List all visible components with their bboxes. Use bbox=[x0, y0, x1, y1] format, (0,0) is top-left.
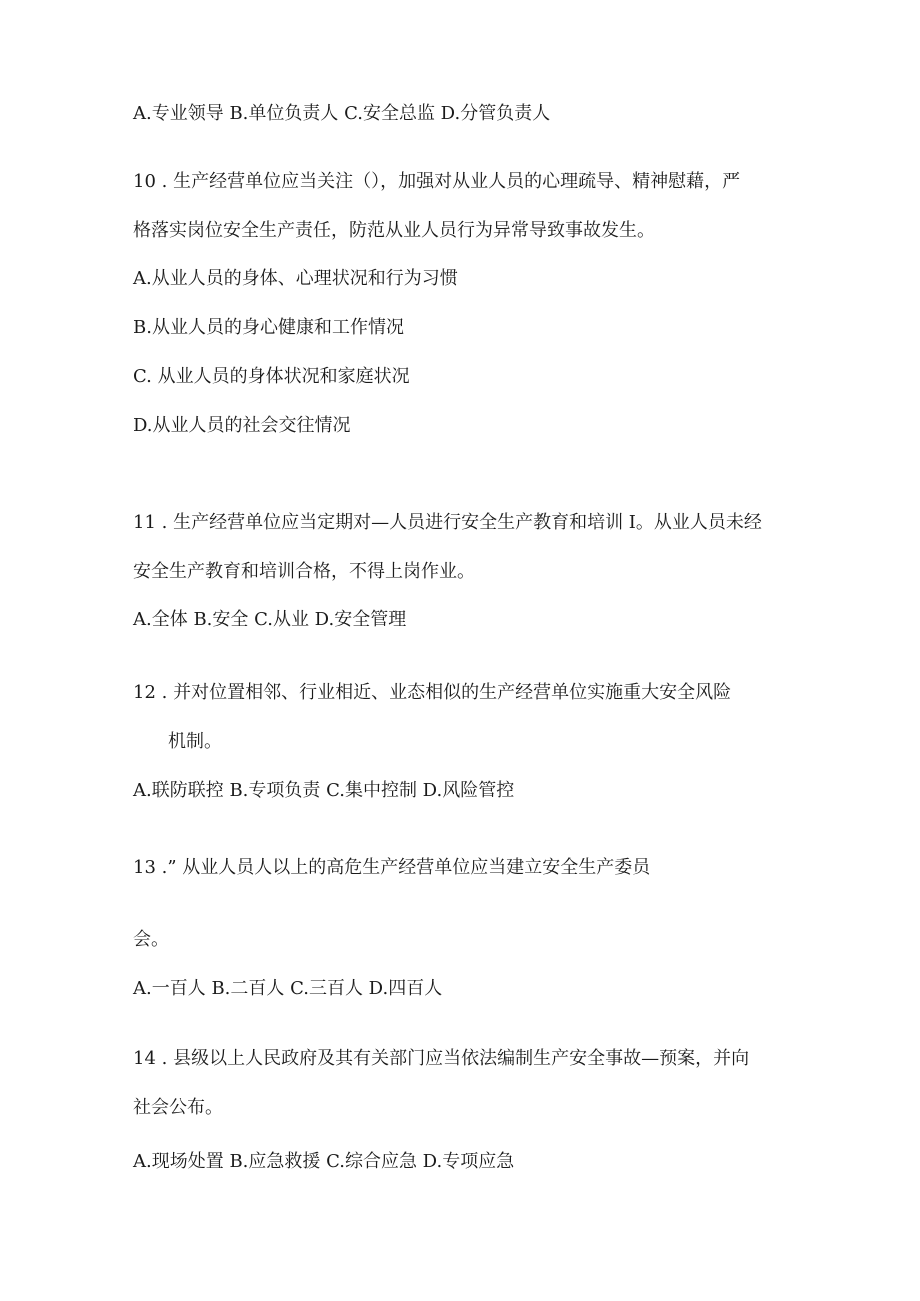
q13-text-line1: 13 .” 从业人员人以上的高危生产经营单位应当建立安全生产委员 bbox=[133, 857, 651, 878]
q13-text-line2: 会。 bbox=[133, 929, 169, 950]
q11-options: A.全体 B.安全 C.从业 D.安全管理 bbox=[133, 609, 407, 630]
q10-text-line1: 10 . 生产经营单位应当关注（），加强对从业人员的心理疏导、精神慰藉，严 bbox=[133, 171, 741, 192]
q11-text-line2: 安全生产教育和培训合格，不得上岗作业。 bbox=[133, 561, 475, 582]
q10-option-b: B.从业人员的身心健康和工作情况 bbox=[133, 317, 404, 338]
q12-text-line1: 12 . 并对位置相邻、行业相近、业态相似的生产经营单位实施重大安全风险 bbox=[133, 682, 732, 703]
q12-text-line2: 机制。 bbox=[168, 731, 222, 752]
q14-options: A.现场处置 B.应急救援 C.综合应急 D.专项应急 bbox=[133, 1151, 515, 1172]
q9-options: A.专业领导 B.单位负责人 C.安全总监 D.分管负责人 bbox=[133, 103, 551, 124]
q14-text-line2: 社会公布。 bbox=[133, 1097, 223, 1118]
q10-option-d: D.从业人员的社会交往情况 bbox=[133, 415, 351, 436]
q10-text-line2: 格落实岗位安全生产责任，防范从业人员行为异常导致事故发生。 bbox=[133, 220, 655, 241]
q10-option-a: A.从业人员的身体、心理状况和行为习惯 bbox=[133, 268, 458, 289]
q13-options: A.一百人 B.二百人 C.三百人 D.四百人 bbox=[133, 978, 443, 999]
q10-option-c: C. 从业人员的身体状况和家庭状况 bbox=[133, 366, 410, 387]
q11-text-line1: 11 . 生产经营单位应当定期对—人员进行安全生产教育和培训 I。从业人员未经 bbox=[133, 512, 762, 533]
q14-text-line1: 14 . 县级以上人民政府及其有关部门应当依法编制生产安全事故—预案，并向 bbox=[133, 1048, 750, 1069]
q12-options: A.联防联控 B.专项负责 C.集中控制 D.风险管控 bbox=[133, 780, 515, 801]
